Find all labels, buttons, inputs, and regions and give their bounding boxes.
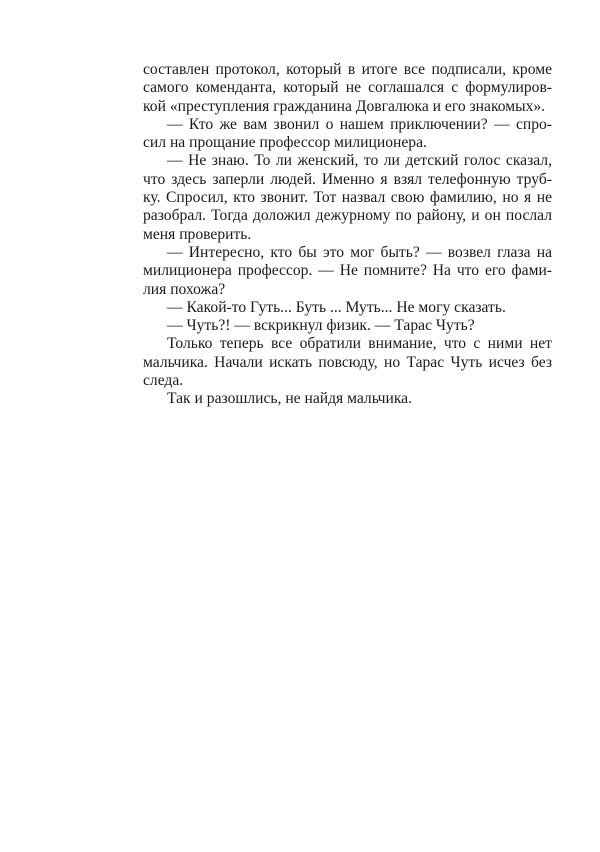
- text-line: составлен протокол, который в итоге все подписали, кроме: [143, 61, 552, 78]
- text-line: — Какой-то Гуть... Буть ... Муть... Не могу сказать.: [167, 298, 506, 316]
- text-line: лия похожа?: [143, 280, 226, 298]
- text-line: — Не знаю. То ли женский, то ли детский голос сказал,: [167, 152, 552, 170]
- page-text: [143, 61, 552, 409]
- text-line: разобрал. Тогда доложил дежурному по району, и он послал: [143, 207, 552, 225]
- text-line: меня проверить.: [143, 225, 252, 243]
- text-line: кой «преступления гражданина Довгалюка и его знакомых».: [143, 97, 546, 115]
- text-line: ку. Спросил, кто звонит. Тот назвал свою фамилию, но я не: [143, 189, 552, 207]
- text-line: — Интересно, кто бы это мог быть? — возвел глаза на: [167, 243, 552, 261]
- text-line: что здесь заперли людей. Именно я взял телефонную труб-: [143, 170, 552, 188]
- text-line: сил на прощание профессор милиционера.: [143, 134, 427, 152]
- text-line: Так и разошлись, не найдя мальчика.: [167, 390, 412, 408]
- text-line: милиционера профессор. — Не помните? На что его фами-: [143, 262, 552, 280]
- text-line: Только теперь все обратили внимание, что с ними нет: [167, 335, 552, 353]
- text-line: мальчика. Начали искать повсюду, но Тарас Чуть исчез без: [143, 353, 552, 371]
- text-line: — Кто же вам звонил о нашем приключении? — спро-: [167, 115, 552, 133]
- text-line: — Чуть?! — вскрикнул физик. — Тарас Чуть?: [167, 317, 475, 335]
- text-line: самого коменданта, который не соглашался с формулиров-: [143, 79, 552, 97]
- text-line: следа.: [143, 372, 184, 390]
